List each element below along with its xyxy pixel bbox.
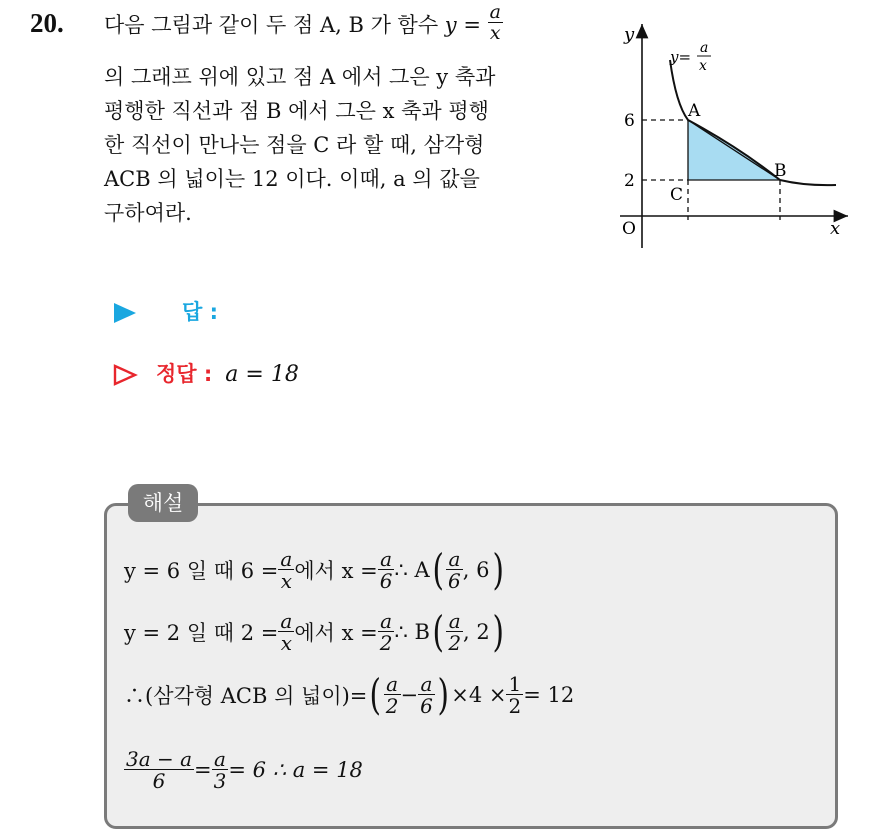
point-c-label: C <box>670 185 684 205</box>
equals: = <box>456 13 488 37</box>
var-y: y <box>444 13 457 37</box>
fraction-a-over-x: $\frac{a}{x}$ <box>280 609 293 655</box>
question-line-3: 평행한 직선과 점 B 에서 그은 x 축과 평행 <box>104 99 489 123</box>
fraction-a-over-x: $\frac{a}{x}$ <box>489 0 501 44</box>
question-number: 20. <box>30 8 64 38</box>
tick-label-6: 6 <box>624 111 635 131</box>
fraction-a-over-6: $\frac{a}{6}$ <box>379 547 393 593</box>
fraction-a-over-3: $\frac{a}{3}$ <box>213 747 227 793</box>
solution-line-3: ∴(삼각형 ACB 의 넓이)= ( $\frac{a}{2}$ − $\frac{a}{6}$ ) ×4 × $\frac{1}{2}$ = 12 <box>124 670 575 719</box>
function-label-lhs: y= <box>670 48 692 66</box>
solution-tag: 해설 <box>128 484 198 522</box>
question-line-5: ACB 의 넓이는 12 이다. 이때, a 의 값을 <box>104 167 480 191</box>
point-a-label: A <box>688 101 701 121</box>
y-axis-label: y <box>624 24 635 45</box>
fraction-a-over-x: $\frac{a}{x}$ <box>280 547 293 593</box>
x-axis-label: x <box>830 218 841 239</box>
answer-label: 답 : <box>182 300 218 324</box>
function-label-num: a <box>700 40 709 56</box>
question-text: 다음 그림과 같이 두 점 A, B 가 함수 <box>104 13 445 37</box>
fraction-a-over-2-coord: $\frac{a}{2}$ <box>448 609 462 655</box>
fraction-a-over-6: $\frac{a}{6}$ <box>420 672 433 718</box>
origin-label: O <box>622 219 636 239</box>
correct-answer-label: 정답 : <box>156 362 213 386</box>
question-line-4: 한 직선이 만나는 점을 C 라 할 때, 삼각형 <box>104 133 485 157</box>
fraction-a-over-2: $\frac{a}{2}$ <box>385 672 399 718</box>
question-line-2: 의 그래프 위에 있고 점 A 에서 그은 y 축과 <box>104 65 496 89</box>
fraction-one-half: $\frac{1}{2}$ <box>508 672 522 718</box>
graph-figure <box>600 20 855 250</box>
question-line-1 <box>104 0 503 44</box>
fraction-a-over-2: $\frac{a}{2}$ <box>379 609 393 655</box>
fraction-a-over-6-coord: $\frac{a}{6}$ <box>448 547 461 593</box>
solution-line-4: $\frac{3a - a}{6}$ = $\frac{a}{3}$ = 6 ∴ a = 18 <box>126 747 363 793</box>
solution-line-1: y = 6 일 때 6 = $\frac{a}{x}$ 에서 x = $\frac{a}{6}$ ∴ A ( $\frac{a}{6}$ , 6 ) <box>124 545 504 594</box>
play-icon <box>112 301 138 325</box>
fraction-3a-minus-a-over-6: $\frac{3a - a}{6}$ <box>126 747 193 793</box>
answer-row <box>112 296 218 326</box>
correct-answer-value: a = 18 <box>225 362 299 387</box>
point-b-label: B <box>774 161 787 181</box>
function-label-den: x <box>699 58 707 74</box>
tick-label-2: 2 <box>624 171 635 191</box>
correct-answer-row <box>112 358 299 388</box>
solution-line-2: y = 2 일 때 2 = $\frac{a}{x}$ 에서 x = $\frac{a}{2}$ ∴ B ( $\frac{a}{2}$ , 2 ) <box>124 607 504 656</box>
question-line-6: 구하여라. <box>104 201 192 225</box>
play-outline-icon <box>112 363 138 387</box>
